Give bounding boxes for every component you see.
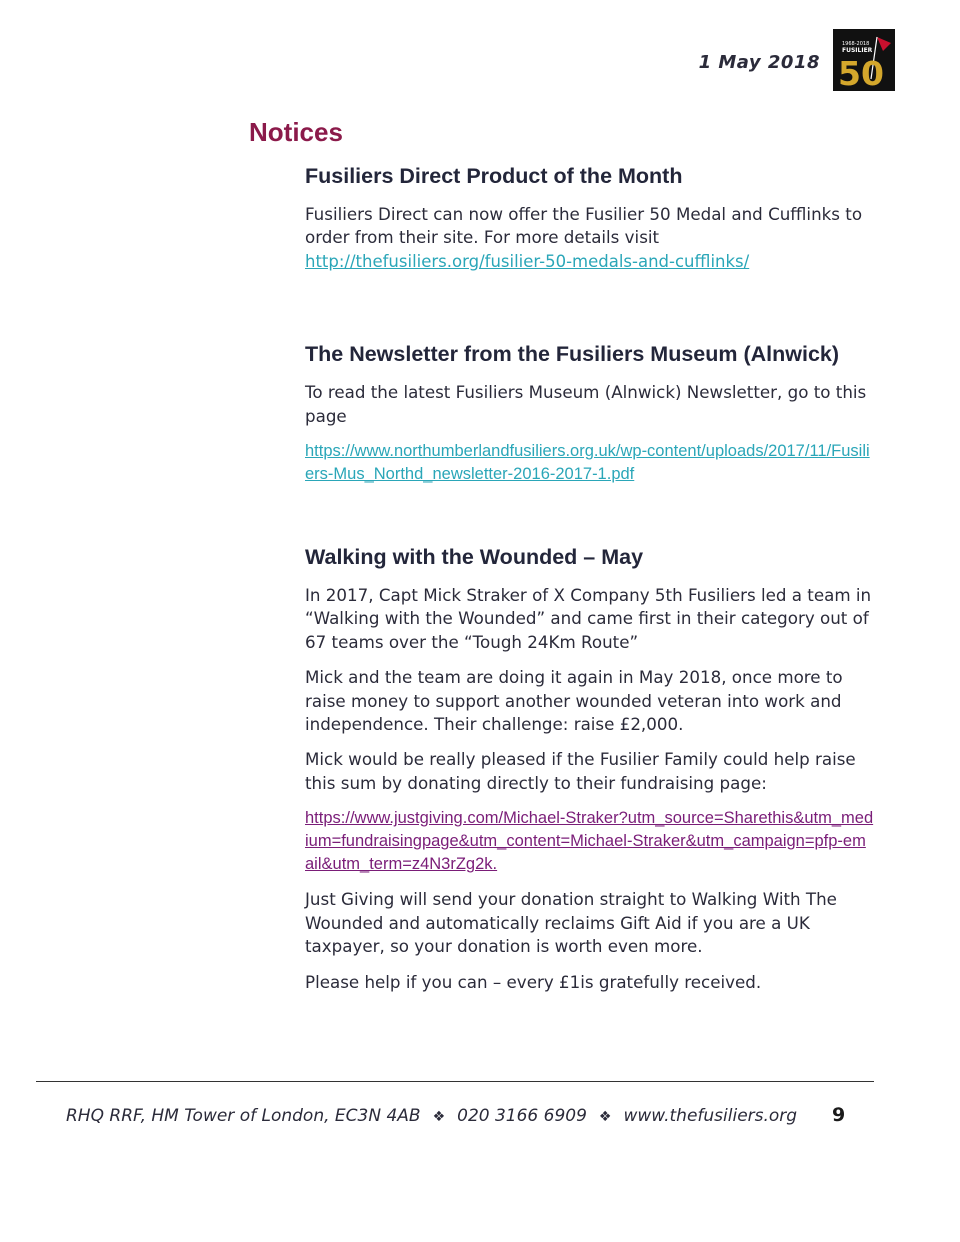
article-text: Fusiliers Direct can now offer the Fusilier 50 Medal and Cufflinks to order from their site. For more details visit (305, 204, 863, 248)
logo-years-text: 1968-2018 (842, 41, 870, 47)
footer-divider (36, 1081, 874, 1082)
article-paragraph: In 2017, Capt Mick Straker of X Company 5th Fusiliers led a team in “Walking with the Wounded” and came first in their category out of 67 teams over the “Tough 24Km Route” (305, 585, 872, 652)
article-paragraph: Please help if you can – every £1is gratefully received. (305, 971, 762, 992)
fusilier-50-logo-icon (833, 29, 895, 91)
notices-content (305, 161, 875, 1006)
article-heading: The Newsletter from the Fusiliers Museum (Alnwick) (305, 342, 840, 367)
footer-phone: 020 3166 6909 (457, 1106, 587, 1126)
article-walking-with-wounded (305, 542, 875, 994)
page-number: 9 (832, 1104, 846, 1126)
article-paragraph: Mick and the team are doing it again in May 2018, once more to raise money to support another wounded veteran into work and independence. Their challenge: raise £2,000. (305, 667, 843, 735)
four-diamond-separator-icon: ❖ (432, 1109, 446, 1125)
justgiving-link[interactable]: https://www.justgiving.com/Michael-Straker?utm_source=Sharethis&utm_medium=fundraisingpage&utm_content=Michael-Straker&utm_campaign=pfp-email&utm_term=z4N3rZg2k. (305, 809, 874, 874)
article-paragraph (305, 203, 875, 273)
article-heading: Walking with the Wounded – May (305, 545, 644, 570)
logo-number-text: 50 (838, 54, 884, 91)
article-museum-newsletter (305, 339, 875, 486)
museum-newsletter-link[interactable]: https://www.northumberlandfusiliers.org.uk/wp-content/uploads/2017/11/Fusiliers-Mus_Northd_newsletter-2016-2017-1.pdf (305, 442, 870, 484)
article-paragraph: To read the latest Fusiliers Museum (Alnwick) Newsletter, go to this page (305, 382, 867, 426)
logo-fusilier-text: FUSILIER (842, 47, 873, 54)
page-date: 1 May 2018 (698, 52, 820, 73)
fusilier-50-logo (833, 29, 895, 91)
article-paragraph: Just Giving will send your donation straight to Walking With The Wounded and automatically reclaims Gift Aid if you are a UK taxpayer, so your donation is worth even more. (305, 889, 837, 957)
article-paragraph: Mick would be really pleased if the Fusilier Family could help raise this sum by donating directly to their fundraising page: (305, 749, 856, 793)
footer (66, 1106, 856, 1126)
footer-address: RHQ RRF, HM Tower of London, EC3N 4AB (66, 1106, 421, 1126)
footer-website: www.thefusiliers.org (623, 1106, 798, 1126)
section-title: Notices (249, 117, 343, 147)
fusilier-medals-link[interactable]: http://thefusiliers.org/fusilier-50-medals-and-cufflinks/ (305, 251, 750, 271)
article-heading: Fusiliers Direct Product of the Month (305, 164, 683, 188)
four-diamond-separator-icon: ❖ (598, 1109, 612, 1125)
article-product-of-month (305, 161, 875, 273)
